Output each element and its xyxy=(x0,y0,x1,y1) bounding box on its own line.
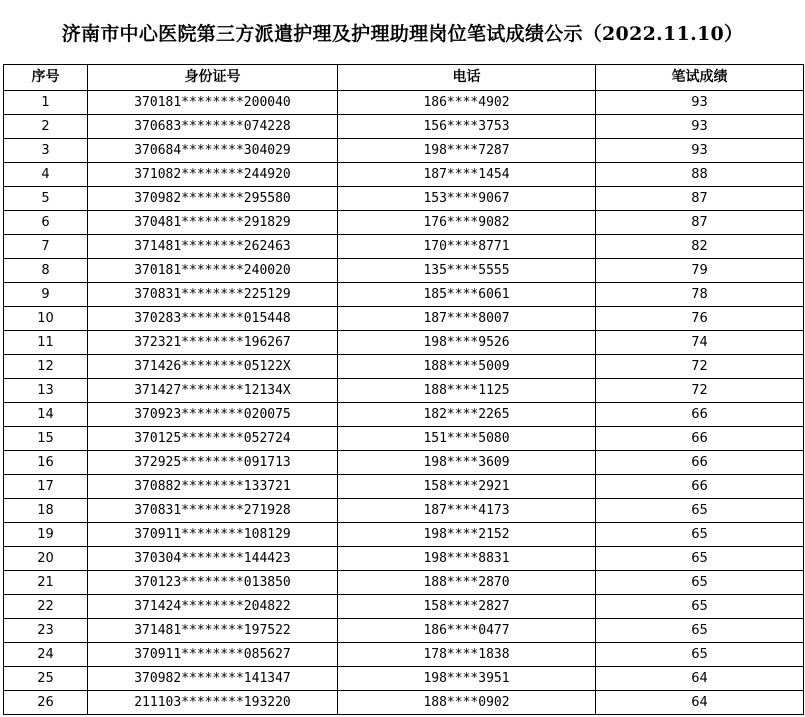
table-row xyxy=(4,91,804,115)
cell-serial-number: 11 xyxy=(4,331,88,355)
cell-serial-number: 7 xyxy=(4,235,88,259)
cell-id-number: 370911********108129 xyxy=(88,523,338,547)
header-phone: 电话 xyxy=(338,65,596,91)
cell-phone: 187****4173 xyxy=(338,499,596,523)
header-serial-number: 序号 xyxy=(4,65,88,91)
cell-id-number: 371427********12134X xyxy=(88,379,338,403)
cell-id-number: 370982********141347 xyxy=(88,667,338,691)
cell-written-score: 93 xyxy=(596,91,804,115)
cell-phone: 198****2152 xyxy=(338,523,596,547)
table-row xyxy=(4,235,804,259)
header-id-number: 身份证号 xyxy=(88,65,338,91)
cell-written-score: 87 xyxy=(596,187,804,211)
cell-id-number: 370181********200040 xyxy=(88,91,338,115)
cell-id-number: 370123********013850 xyxy=(88,571,338,595)
cell-written-score: 78 xyxy=(596,283,804,307)
cell-phone: 151****5080 xyxy=(338,427,596,451)
cell-id-number: 211103********193220 xyxy=(88,691,338,715)
cell-serial-number: 21 xyxy=(4,571,88,595)
cell-phone: 198****9526 xyxy=(338,331,596,355)
cell-id-number: 371426********05122X xyxy=(88,355,338,379)
cell-written-score: 93 xyxy=(596,139,804,163)
cell-written-score: 64 xyxy=(596,691,804,715)
cell-id-number: 370304********144423 xyxy=(88,547,338,571)
cell-written-score: 65 xyxy=(596,523,804,547)
cell-written-score: 66 xyxy=(596,475,804,499)
cell-written-score: 87 xyxy=(596,211,804,235)
cell-written-score: 65 xyxy=(596,499,804,523)
cell-id-number: 371082********244920 xyxy=(88,163,338,187)
cell-serial-number: 24 xyxy=(4,643,88,667)
cell-serial-number: 9 xyxy=(4,283,88,307)
table-row xyxy=(4,427,804,451)
cell-written-score: 65 xyxy=(596,619,804,643)
cell-written-score: 65 xyxy=(596,571,804,595)
cell-phone: 186****0477 xyxy=(338,619,596,643)
cell-written-score: 82 xyxy=(596,235,804,259)
table-row xyxy=(4,379,804,403)
table-row xyxy=(4,667,804,691)
cell-written-score: 88 xyxy=(596,163,804,187)
cell-written-score: 66 xyxy=(596,403,804,427)
cell-serial-number: 2 xyxy=(4,115,88,139)
cell-written-score: 79 xyxy=(596,259,804,283)
cell-phone: 182****2265 xyxy=(338,403,596,427)
cell-id-number: 371481********262463 xyxy=(88,235,338,259)
table-row xyxy=(4,499,804,523)
cell-phone: 158****2921 xyxy=(338,475,596,499)
cell-written-score: 93 xyxy=(596,115,804,139)
cell-phone: 188****2870 xyxy=(338,571,596,595)
table-row xyxy=(4,139,804,163)
cell-id-number: 370882********133721 xyxy=(88,475,338,499)
cell-written-score: 76 xyxy=(596,307,804,331)
table-row xyxy=(4,595,804,619)
cell-serial-number: 5 xyxy=(4,187,88,211)
cell-id-number: 370481********291829 xyxy=(88,211,338,235)
cell-phone: 158****2827 xyxy=(338,595,596,619)
cell-serial-number: 12 xyxy=(4,355,88,379)
cell-id-number: 371481********197522 xyxy=(88,619,338,643)
cell-serial-number: 13 xyxy=(4,379,88,403)
cell-id-number: 370181********240020 xyxy=(88,259,338,283)
cell-serial-number: 16 xyxy=(4,451,88,475)
cell-serial-number: 22 xyxy=(4,595,88,619)
cell-id-number: 370831********225129 xyxy=(88,283,338,307)
table-row xyxy=(4,475,804,499)
cell-serial-number: 23 xyxy=(4,619,88,643)
cell-serial-number: 4 xyxy=(4,163,88,187)
table-row xyxy=(4,355,804,379)
table-row xyxy=(4,259,804,283)
table-row xyxy=(4,187,804,211)
cell-serial-number: 20 xyxy=(4,547,88,571)
cell-serial-number: 17 xyxy=(4,475,88,499)
table-row xyxy=(4,403,804,427)
cell-serial-number: 6 xyxy=(4,211,88,235)
cell-serial-number: 18 xyxy=(4,499,88,523)
cell-id-number: 371424********204822 xyxy=(88,595,338,619)
table-row xyxy=(4,331,804,355)
table-row xyxy=(4,163,804,187)
table-row xyxy=(4,451,804,475)
table-row xyxy=(4,547,804,571)
cell-phone: 135****5555 xyxy=(338,259,596,283)
cell-id-number: 370683********074228 xyxy=(88,115,338,139)
table-row xyxy=(4,211,804,235)
cell-serial-number: 25 xyxy=(4,667,88,691)
results-table xyxy=(3,64,804,715)
cell-serial-number: 3 xyxy=(4,139,88,163)
cell-phone: 188****1125 xyxy=(338,379,596,403)
cell-serial-number: 26 xyxy=(4,691,88,715)
cell-phone: 198****3609 xyxy=(338,451,596,475)
cell-written-score: 65 xyxy=(596,595,804,619)
header-row xyxy=(4,65,804,91)
cell-serial-number: 10 xyxy=(4,307,88,331)
cell-written-score: 72 xyxy=(596,379,804,403)
table-row xyxy=(4,619,804,643)
cell-serial-number: 19 xyxy=(4,523,88,547)
cell-phone: 198****3951 xyxy=(338,667,596,691)
cell-phone: 170****8771 xyxy=(338,235,596,259)
cell-id-number: 372925********091713 xyxy=(88,451,338,475)
cell-id-number: 370283********015448 xyxy=(88,307,338,331)
page-title: 济南市中心医院第三方派遣护理及护理助理岗位笔试成绩公示（2022.11.10） xyxy=(61,22,744,45)
cell-written-score: 65 xyxy=(596,547,804,571)
cell-written-score: 64 xyxy=(596,667,804,691)
cell-phone: 187****1454 xyxy=(338,163,596,187)
cell-phone: 153****9067 xyxy=(338,187,596,211)
cell-written-score: 66 xyxy=(596,427,804,451)
cell-phone: 187****8007 xyxy=(338,307,596,331)
table-row xyxy=(4,115,804,139)
header-written-score: 笔试成绩 xyxy=(596,65,804,91)
cell-id-number: 370982********295580 xyxy=(88,187,338,211)
cell-phone: 188****5009 xyxy=(338,355,596,379)
cell-serial-number: 14 xyxy=(4,403,88,427)
cell-phone: 185****6061 xyxy=(338,283,596,307)
cell-phone: 188****0902 xyxy=(338,691,596,715)
cell-id-number: 372321********196267 xyxy=(88,331,338,355)
cell-serial-number: 15 xyxy=(4,427,88,451)
cell-id-number: 370831********271928 xyxy=(88,499,338,523)
cell-written-score: 65 xyxy=(596,643,804,667)
cell-id-number: 370125********052724 xyxy=(88,427,338,451)
table-row xyxy=(4,643,804,667)
cell-written-score: 72 xyxy=(596,355,804,379)
cell-phone: 198****8831 xyxy=(338,547,596,571)
cell-phone: 156****3753 xyxy=(338,115,596,139)
table-row xyxy=(4,523,804,547)
cell-serial-number: 1 xyxy=(4,91,88,115)
cell-written-score: 74 xyxy=(596,331,804,355)
cell-phone: 198****7287 xyxy=(338,139,596,163)
table-row xyxy=(4,307,804,331)
cell-phone: 176****9082 xyxy=(338,211,596,235)
cell-id-number: 370684********304029 xyxy=(88,139,338,163)
cell-phone: 178****1838 xyxy=(338,643,596,667)
table-row xyxy=(4,571,804,595)
cell-id-number: 370923********020075 xyxy=(88,403,338,427)
cell-serial-number: 8 xyxy=(4,259,88,283)
cell-id-number: 370911********085627 xyxy=(88,643,338,667)
table-row xyxy=(4,691,804,715)
cell-written-score: 66 xyxy=(596,451,804,475)
table-body xyxy=(4,91,804,715)
table-row xyxy=(4,283,804,307)
cell-phone: 186****4902 xyxy=(338,91,596,115)
